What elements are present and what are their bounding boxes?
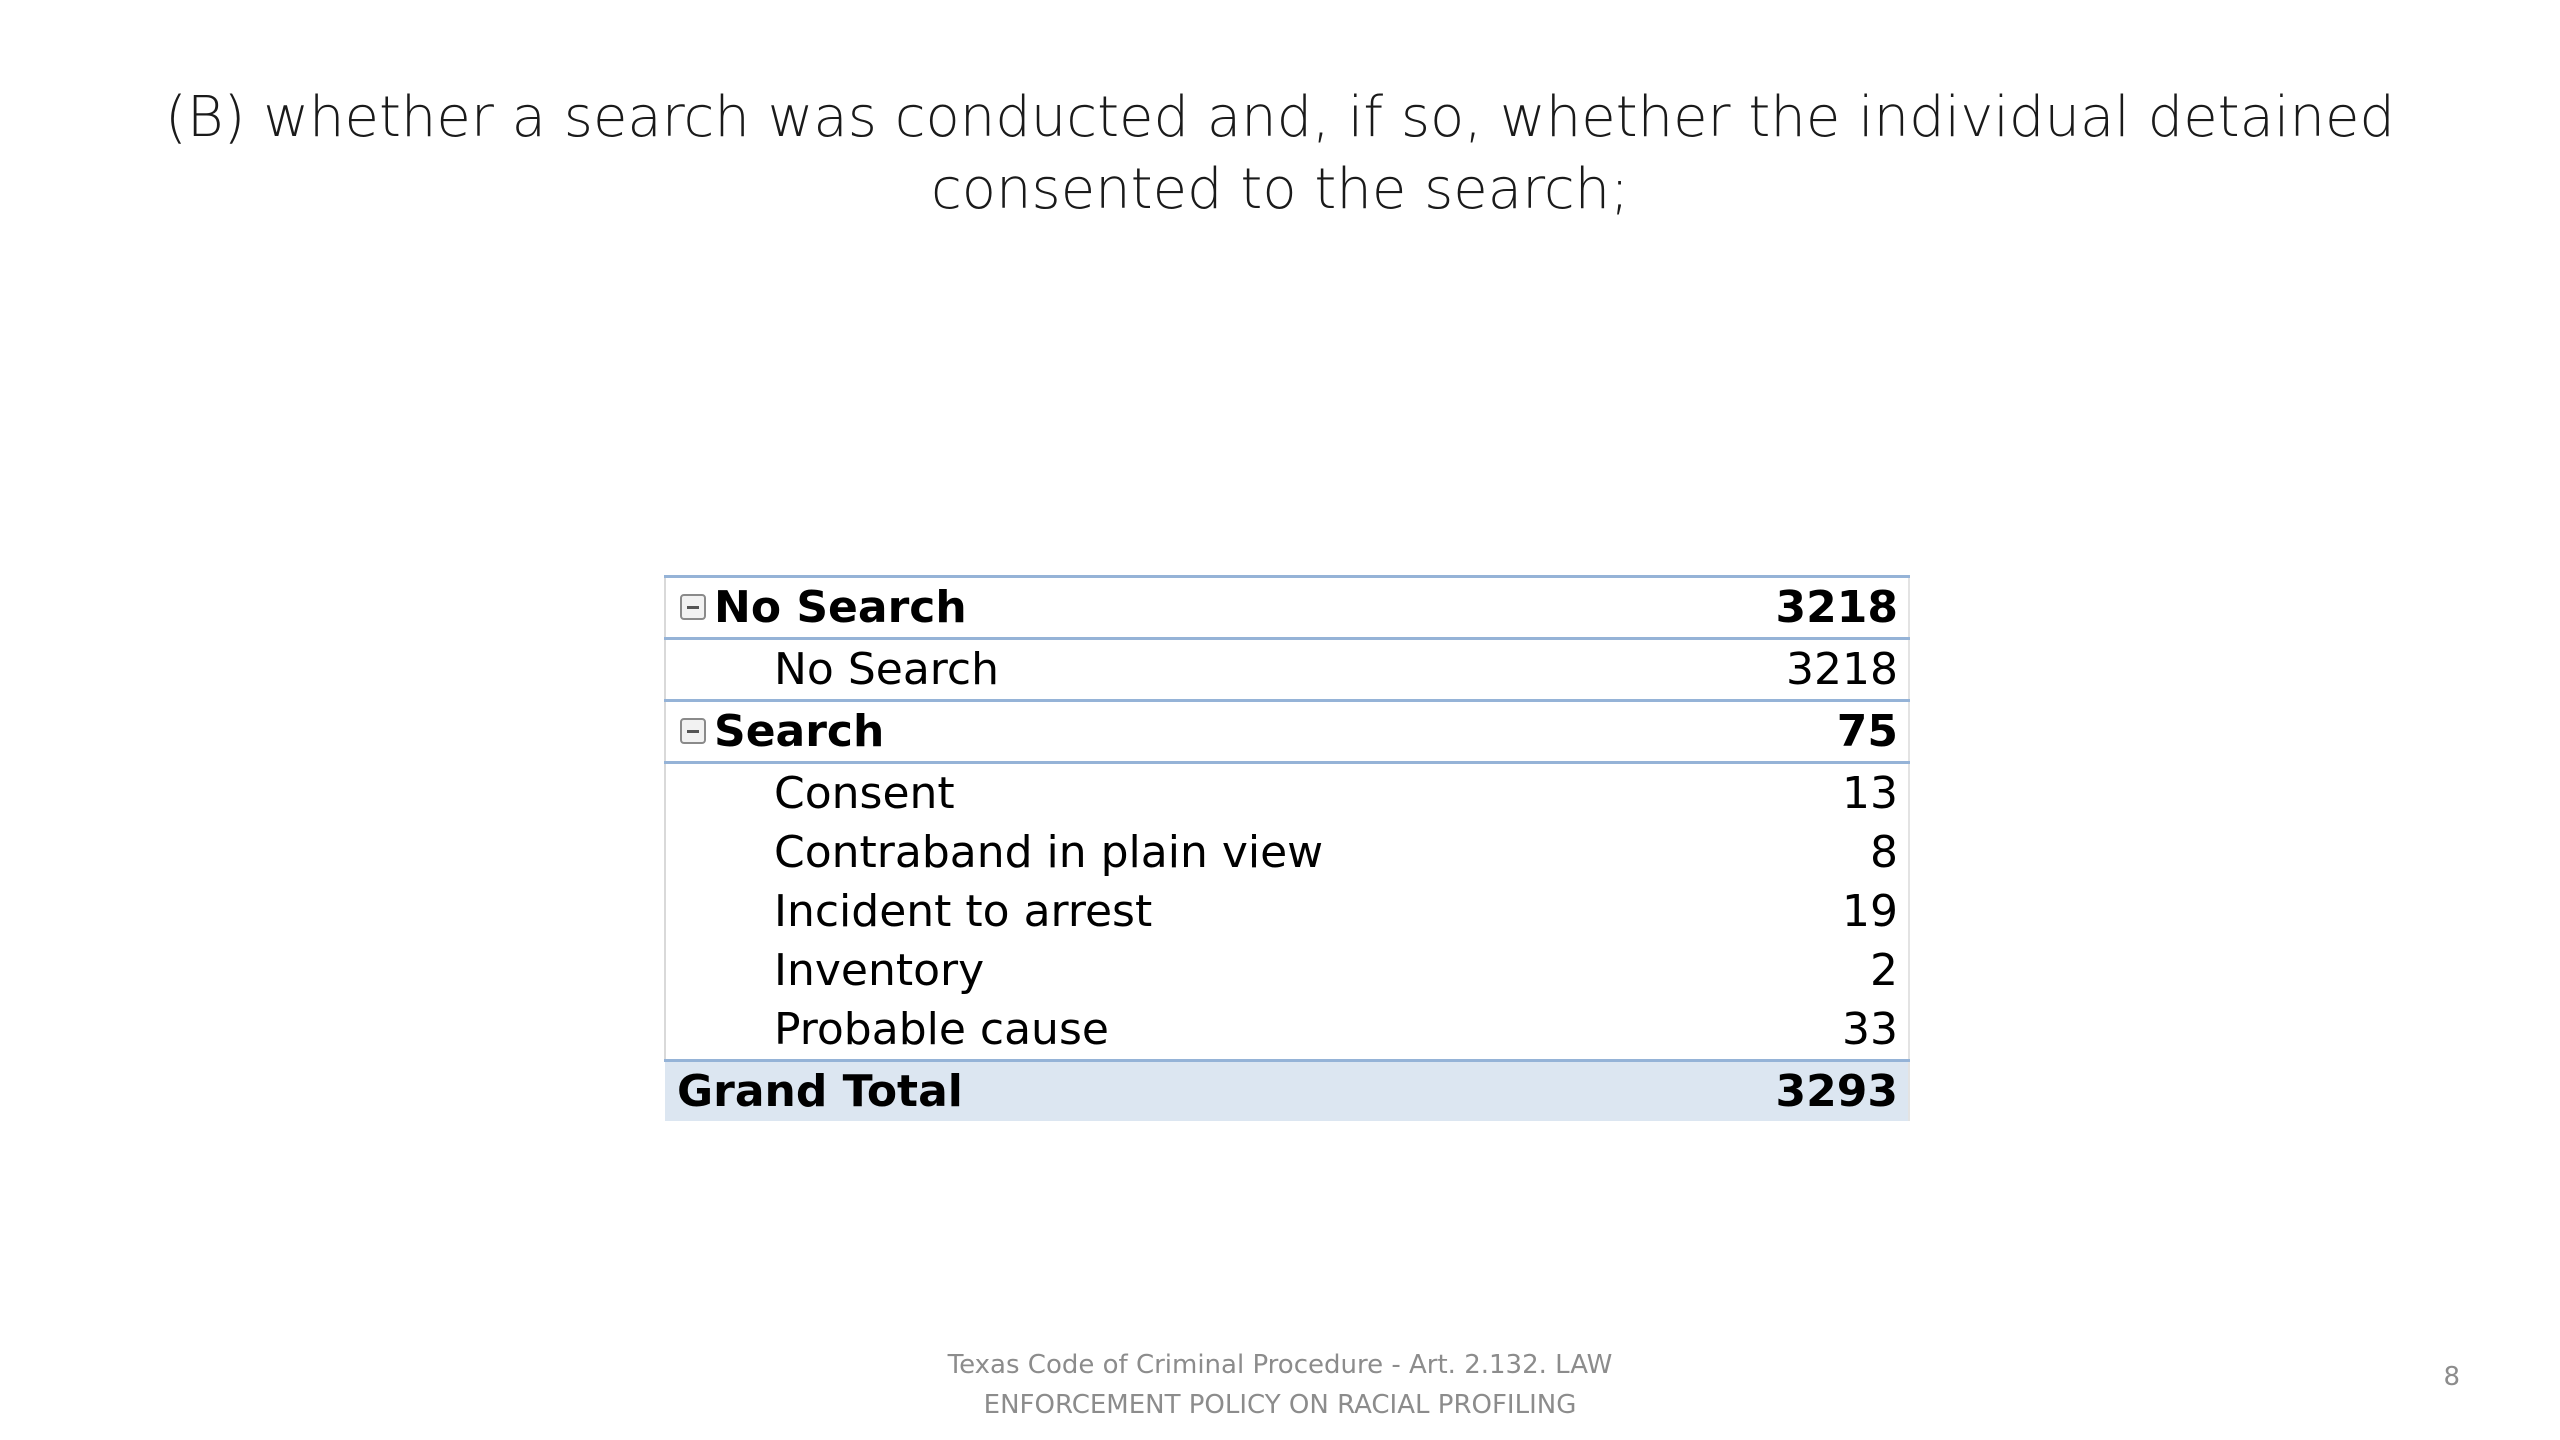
pivot-row-label: Consent xyxy=(665,763,1646,824)
pivot-row-label: Probable cause xyxy=(665,1000,1646,1061)
pivot-detail-row xyxy=(665,1000,1909,1061)
pivot-detail-row xyxy=(665,941,1909,1000)
pivot-row-value: 3218 xyxy=(1646,639,1909,701)
pivot-row-value: 3293 xyxy=(1646,1061,1909,1122)
pivot-group-label: No Search xyxy=(714,582,967,633)
pivot-row-value: 13 xyxy=(1646,763,1909,824)
pivot-row-label xyxy=(665,577,1646,639)
slide-title-line-1: (B) whether a search was conducted and, if so, whether the individual detained xyxy=(165,85,2395,150)
slide-title xyxy=(160,82,2400,226)
pivot-row-value: 2 xyxy=(1646,941,1909,1000)
pivot-row-label: Incident to arrest xyxy=(665,882,1646,941)
pivot-grand-total-row xyxy=(665,1061,1909,1122)
pivot-row-label xyxy=(665,701,1646,763)
page-number: 8 xyxy=(2443,1362,2460,1392)
pivot-detail-row xyxy=(665,639,1909,701)
pivot-group-label: Search xyxy=(714,706,885,757)
pivot-row-value: 3218 xyxy=(1646,577,1909,639)
collapse-minus-icon[interactable] xyxy=(680,594,706,620)
slide-footer xyxy=(880,1345,1680,1425)
pivot-row-value: 33 xyxy=(1646,1000,1909,1061)
pivot-row-label: Grand Total xyxy=(665,1061,1646,1122)
collapse-minus-icon[interactable] xyxy=(680,718,706,744)
pivot-detail-row xyxy=(665,823,1909,882)
pivot-detail-row xyxy=(665,882,1909,941)
pivot-detail-row xyxy=(665,763,1909,824)
pivot-table xyxy=(664,575,1910,1121)
pivot-group-row-search xyxy=(665,701,1909,763)
footer-line-1: Texas Code of Criminal Procedure - Art. 2.132. LAW xyxy=(947,1350,1613,1380)
pivot-row-value: 19 xyxy=(1646,882,1909,941)
footer-line-2: ENFORCEMENT POLICY ON RACIAL PROFILING xyxy=(983,1390,1577,1420)
pivot-row-label: Contraband in plain view xyxy=(665,823,1646,882)
pivot-row-label: No Search xyxy=(665,639,1646,701)
slide-title-line-2: consented to the search; xyxy=(930,157,1630,222)
pivot-row-value: 75 xyxy=(1646,701,1909,763)
pivot-row-value: 8 xyxy=(1646,823,1909,882)
pivot-row-label: Inventory xyxy=(665,941,1646,1000)
pivot-group-row-no-search xyxy=(665,577,1909,639)
